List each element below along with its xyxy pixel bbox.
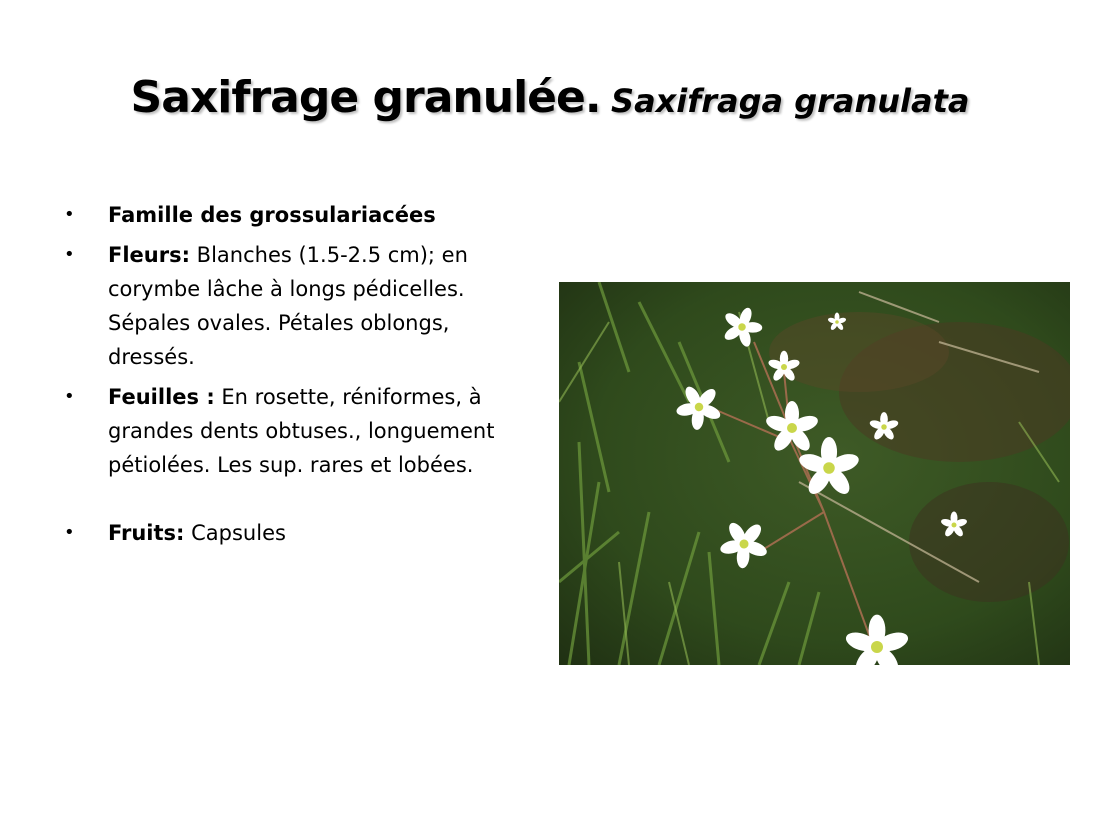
bullet-item-flowers <box>64 238 534 374</box>
bullet-text: Capsules <box>184 521 286 545</box>
bullet-icon: • <box>64 244 75 265</box>
bullet-icon: • <box>64 522 75 543</box>
slide-title <box>0 72 1100 123</box>
title-common-name: Saxifrage granulée. <box>130 72 601 123</box>
bullet-item-leaves <box>64 380 534 482</box>
bullet-label: Fruits: <box>108 521 185 545</box>
title-latin-name: Saxifraga granulata <box>611 82 970 120</box>
bullet-icon: • <box>64 386 75 407</box>
bullet-item-family <box>64 198 534 232</box>
bullet-list <box>64 198 534 556</box>
bullet-icon: • <box>64 204 75 225</box>
bullet-label: Fleurs: <box>108 243 190 267</box>
bullet-label: Feuilles : <box>108 385 215 409</box>
flower-photo <box>559 282 1070 665</box>
bullet-text: Blanches (1.5-2.5 cm); en corymbe lâche à longs pédicelles. Sépales ovales. Pétales oblongs, dressés. <box>108 243 468 369</box>
bullet-text: En rosette, réniformes, à grandes dents obtuses., longuement pétiolées. Les sup. rares et lobées. <box>108 385 495 477</box>
bullet-label: Famille des grossulariacées <box>108 203 436 227</box>
bullet-item-fruits <box>64 516 534 550</box>
